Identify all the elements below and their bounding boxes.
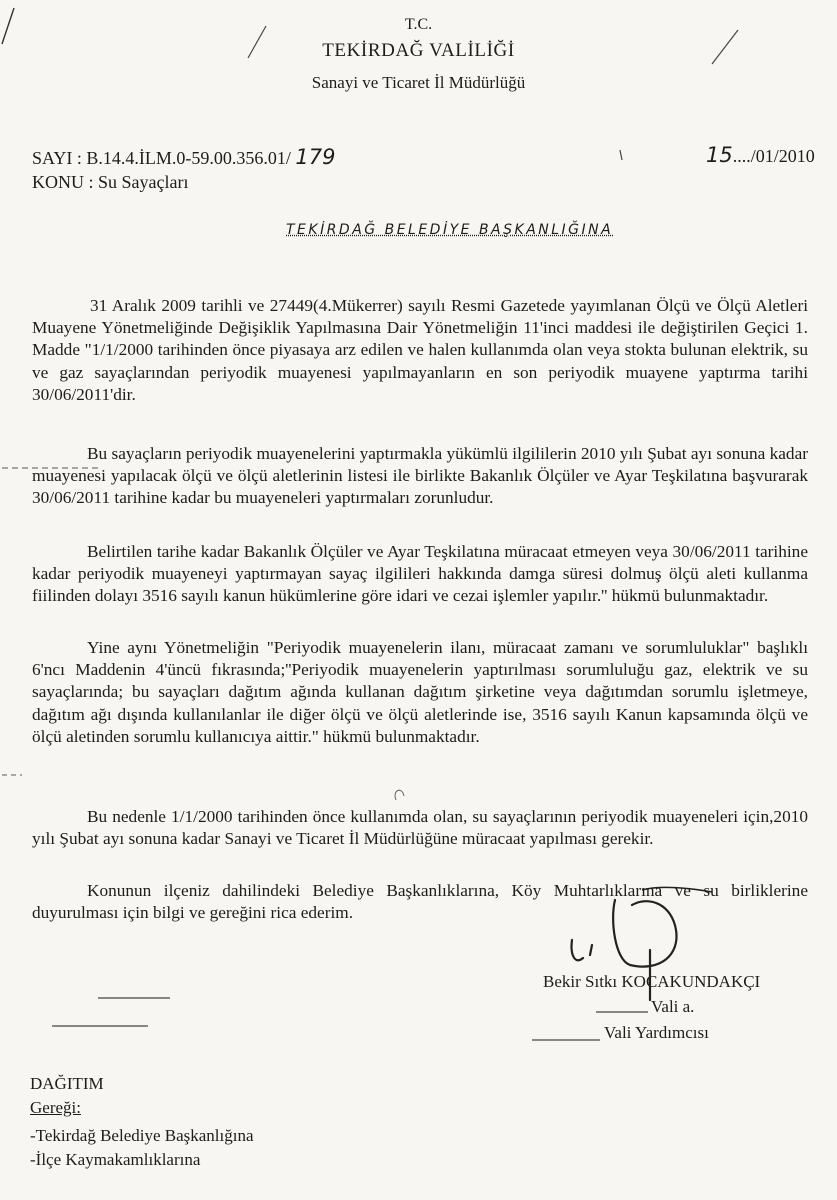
sayi-value: : B.14.4.İLM.0-59.00.356.01/ (76, 148, 291, 168)
stray-pen-stroke (248, 26, 266, 58)
stray-pen-stroke (620, 150, 622, 160)
distribution-heading: DAĞITIM (30, 1074, 104, 1093)
signer-title-2: Vali Yardımcısı (604, 1023, 709, 1042)
sayi-label: SAYI (32, 148, 73, 168)
signer-name: Bekir Sıtkı KOCAKUNDAKÇI (543, 972, 761, 991)
konu-value: : Su Sayaçları (88, 172, 189, 192)
signer-title-1: Vali a. (651, 997, 695, 1016)
corner-pen-stroke (2, 8, 14, 44)
signature-strike (642, 887, 712, 892)
paragraph-text: 31 Aralık 2009 tarihli ve 27449(4.Mükerrer) sayılı Resmi Gazetede yayımlanan Ölçü ve Ölçü Aletleri Muayene Yönetmeliğinde Değişiklik Yapılmasına Dair Yönetmeliğin 11'inci maddesi ile değiştirilen Geçici 1. Madde "1/1/2000 tarihinden önce piyasaya arz edilen ve halen kullanımda olan veya stokta bulunan elektrik, su ve gaz sayaçlarından periyodik muayenesi yapılmayanların en son periyodik muayene yaptırma tarihi 30/06/2011'dir. (32, 296, 808, 404)
header-tc: T.C. (404, 16, 433, 33)
date-handwritten: 15 (706, 143, 733, 167)
paragraph-text: Bu nedenle 1/1/2000 tarihinden önce kullanımda olan, su sayaçlarının periyodik muayeneleri için,2010 yılı Şubat ayı sonuna kadar Sanayi ve Ticaret İl Müdürlüğüne müracaat yapılması gerekir. (32, 807, 808, 849)
recipient-handwritten: TEKİRDAĞ BELEDİYE BAŞKANLIĞINA (286, 222, 614, 238)
header-mudurluk: Sanayi ve Ticaret İl Müdürlüğü (311, 73, 526, 92)
signature-scrawl (572, 900, 677, 1000)
date-printed: ..../01/2010 (732, 146, 815, 166)
distribution-item: -İlçe Kaymakamlıklarına (30, 1150, 201, 1169)
stray-pen-stroke (395, 790, 404, 800)
stray-pen-stroke (712, 30, 738, 64)
konu-label: KONU (32, 172, 84, 192)
paragraph-text: Yine aynı Yönetmeliğin "Periyodik muayenelerin ilanı, müracaat zamanı ve sorumluluklar" başlıklı 6'ncı Maddenin 4'üncü fıkrasında;''Periyodik muayenelerin yaptırılması sorumluluğu gaz, elektrik ve su sayaçlarında; bu sayaçları dağıtım ağında kullanan dağıtım şirketine veya dağıtımdan sorumlu işletmeye, dağıtım ağı dışında kullanılanlar ile diğer ölçü ve ölçü aletlerinde ise, 3516 sayılı Kanun kapsamında ölçü ve ölçü aletinden sorumlu kullanıcıya aittir." hükmü bulunmaktadır. (32, 638, 808, 746)
distribution-gereği-label: Gereği: (30, 1098, 81, 1117)
paragraph-text: Bu sayaçların periyodik muayenelerini yaptırmakla yükümlü ilgililerin 2010 yılı Şubat ayı sonuna kadar muayenesi yapılacak ölçü ve ölçü aletlerinin listesi ile birlikte Bakanlık Ölçüler ve Ayar Teşkilatına başvurarak 30/06/2011 tarihine kadar bu muayeneleri yaptırmaları zorunludur. (32, 444, 808, 508)
header-valilik: TEKİRDAĞ VALİLİĞİ (322, 40, 515, 61)
distribution-item: -Tekirdağ Belediye Başkanlığına (30, 1126, 254, 1145)
paragraph-text: Konunun ilçeniz dahilindeki Belediye Başkanlıklarına, Köy Muhtarlıklarına ve su birliklerine duyurulması için bilgi ve gereğini rica ederim. (32, 881, 808, 923)
sayi-handwritten: 179 (295, 145, 336, 169)
paragraph-text: Belirtilen tarihe kadar Bakanlık Ölçüler ve Ayar Teşkilatına müracaat etmeyen veya 30/06/2011 tarihine kadar periyodik muayeneyi yaptırmayan sayaç ilgilileri hakkında damga süresi dolmuş ölçü aleti kullanma fiilinden dolayı 3516 sayılı kanun hükümlerine göre idari ve cezai işlemler yapılır.'' hükmü bulunmaktadır. (32, 542, 808, 606)
